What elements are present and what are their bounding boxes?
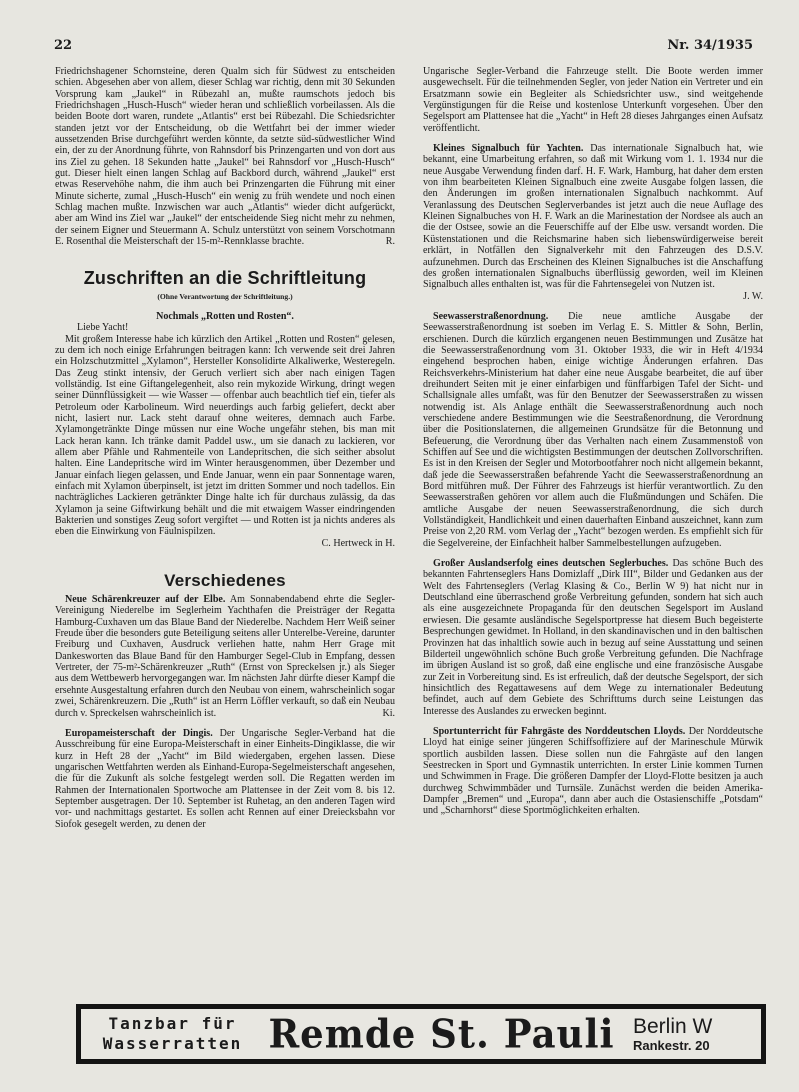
dingis-continuation: Ungarische Segler-Verband die Fahrzeuge stellt. Die Boote werden immer ausgewechselt. Für die teilnehmenden Segler, von jeder Nation ein Vertreter und ein Ersatzmann sowie ein Begleiter als Schiedsrichter usw., sind weitgehende Vergünstigungen für die Reise und kostenlose Unterkunft vorgesehen. Über den Segelsport am Plattensee hat die „Yacht“ in Heft 28 dieses Jahrganges einen Aufsatz veröffentlicht. xyxy=(423,66,763,134)
article-dingis xyxy=(55,728,395,830)
article-signalbuch xyxy=(423,143,763,290)
article-title-signalbuch: Kleines Signalbuch für Yachten. xyxy=(433,143,584,155)
ad-city: Berlin W xyxy=(633,1014,713,1038)
left-column xyxy=(55,66,395,830)
issue-number: Nr. 34/1935 xyxy=(667,38,753,53)
article-body-rotten: Mit großem Interesse habe ich kürzlich den Artikel „Rotten und Rosten“ gelesen, zu dem ich noch einige Erfahrungen beitragen kann: Ich verwende seit drei Jahren ein Holzschutzmittel „Xylamon“, Hersteller Konsolidirte Alkaliwerke, Westeregeln. Das Zeug stinkt intensiv, der Geruch verliert sich aber nach einigen Tagen vollständig. Ist eine Giftangelegenheit, also rein mykozide Wirkung, dringt wegen seiner Dünnflüssigkeit — wie Wasser — offenbar auch beachtlich tief ein, tiefer als Petroleum oder Karbolineum. Wird neuerdings auch farbig geliefert, deckt aber nicht, lasiert nur. Lack steht darauf ohne weiteres, demnach auch Farbe. Xylamongetränkte Dinge müssen nur eine Woche ungefähr stehen, bis man mit Lack heran kann. Ich tränke damit Paddel usw., um sie danach zu lackieren, vor allem aber Pfähle und Rahmenteile von Landepritschen, die sich seither absolut halten. Eine Landepritsche wird im Winter herausgenommen, über Dezember und Januar einfach liegen gelassen, und Ende Januar, wenn ein paar Sonnentage waren, einfach mit Xylamon überpinselt, ist jetzt im dritten Sommer und noch tadellos. Ein nachträgliches Lackieren getränkter Dinge halte ich für durchaus zulässig, da das Xylamon ja seine Giftwirkung behält und die mit etwaigem Wasser eindringenden Bakterien und sonstiges Zeug sofort vergiftet — und Rotten ist ja nichts anderes als eben die Einwirkung von Fäulnispilzen. xyxy=(55,333,395,538)
article-title-lloyd: Sportunterricht für Fahrgäste des Norddeutschen Lloyds. xyxy=(433,725,686,737)
article-signature-schaerenkreuzer: Ki. xyxy=(382,707,395,719)
article-auslandserfolg xyxy=(423,558,763,717)
advertisement-box xyxy=(76,1004,766,1064)
article-body-auslandserfolg: Das schöne Buch des bekannten Fahrtenseglers Hans Domizlaff „Dirk III“, Bilder und Gedanken aus der Welt des Fahrtenseglers (Verlag Klasing & Co., Berlin W 9) hat nicht nur in Deutschland eine überraschend große Verbreitung gefunden, sondern hat sich auch als eine ausgezeichnete Propaganda für den deutschen Segelsport im Ausland erwiesen. Die gesamte ausländische Segelsportpresse hat diesem Buch begeisterte Besprechungen gewidmet. In Holland, in den skandinavischen und in den baltischen Provinzen hat das inhaltlich sowie auch in bezug auf seine Ausstattung und seinen Bilderteil ungewöhnlich schöne Buch große Verbreitung gefunden. Die Nachfrage im übrigen Ausland ist so groß, daß eine englische und eine französische Ausgabe zur Zeit in Vorbereitung sind. Es ist erfreulich, daß der deutsche Segelsport, der sich hinsichtlich des Regattawesens auf dem Wege zu internationaler Bedeutung befindet, auch auf dem Gebiete des Schrifttums durch seine Leistungen das Interesse des Auslandes zu erwecken beginnt. xyxy=(423,558,764,717)
article-signature-rotten: C. Hertweck in H. xyxy=(321,537,395,549)
race-report-continuation: Friedrichshagener Schornsteine, deren Qualm sich für Südwest zu entscheiden schien. Abgesehen aber von allem, dieser Schlag war richtig, denn mit 30 Sekunden Vorsprung kam „Jaukel“ in Rübezahl an, mußte raumschots jedoch bis Friedrichshagen „Husch-Husch“ wieder heran und schließlich vorbeilassen. Als die beiden Boote dort waren, rundete „Atlantis“ erst bei Rübezahl. Die Schiedsrichter standen jetzt vor der Entscheidung, ob die Wettfahrt bei der immer wieder aussetzenden Brise durchgeführt werden könnte, da setzte süd-südwestlicher Wind ein, der zu der Anordnung führte, von Rahnsdorf bis Prinzengarten und von dort aus ins Ziel zu gehen. 18 Sekunden hatte „Jaukel“ bei Rahnsdorf vor „Husch-Husch“ gut. Dieser hielt einen langen Schlag auf Backbord durch, während „Jaukel“ erst etwas Reservehöhe nahm, die ihm auch bei Prinzengarten die Führung mit einer Minute sicherte, zumal „Husch-Husch“ ein wenig zu früh wendete und noch einen Schlag machen mußte. Inzwischen war auch „Atlantis“ wieder dicht aufgerückt, aber am Wind ins Ziel war „Jaukel“ der entscheidende Sieg nicht mehr zu nehmen, der seinem Eigner und Steuermann A. Schulz unterstützt von seinem Vorschotmann E. Rosenthal die Meisterschaft der 15-m²-Rennklasse brachte. R. xyxy=(55,66,395,248)
article-salutation: Liebe Yacht! xyxy=(77,322,129,334)
section-heading-misc: Verschiedenes xyxy=(164,571,286,591)
section-heading-letters: Zuschriften an die Schriftleitung xyxy=(83,267,367,288)
ad-tagline-line1: Tanzbar für xyxy=(108,1014,237,1033)
article-body-schaerenkreuzer: Am Sonnabendabend ehrte die Segler-Vereinigung Niederelbe im Seglerheim Yachthafen die Preisträger der Regatta Hamburg-Cuxhaven um das Blaue Band der Niederelbe. Nachdem Herr Weiß seiner Freude über die besonders gute Beteiligung seitens aller Unterelbe-Vereine, darunter Freiburg und Cuxhaven, Ausdruck verliehen hatte, nahm Herr Grage mit Dankesworten das Blaue Band für den Hamburger Segel-Club in Empfang, dessen Vertreter, der 75-m²-Schärenkreuzer „Ruth“ (Ernst von Spreckelsen jr.) als Sieger aus dem Wettbewerb hervorgegangen war. Im nächsten Jahr dürfte dieser Kampf die ersehnte Ausgestaltung erfahren durch den Neubau von einem, wahrscheinlich sogar zwei, Schärenkreuzern. Die „Ruth“ ist an Herrn Löffler verkauft, so daß ein Neubau durch v. Spreckelsen wahrscheinlich ist. xyxy=(55,594,395,719)
article-body-signalbuch: Das internationale Signalbuch hat, wie bekannt, eine Umarbeitung erfahren, so daß mit Wirkung vom 1. 1. 1934 nur die neue Ausgabe Verwendung finden darf. H. F. Wark, Hamburg, hat daher dem ersten von ihm bearbeiteten Kleinen Signalbuch eine zweite Ausgabe folgen lassen, die den Änderungen im großen internationalen Signalbuch nachkommt. Auf Veranlassung des Deutschen Seglerverbandes ist jetzt auch die neue Auflage des Kleinen Signalbuches von H. F. Wark an die Marinestation der Nordsee als auch an die der Ostsee, sowie an die Feuerschiffe auf der Elbe usw. versandt worden. Die Küstenstationen und die Reichsmarine haben sich liebenswürdigerweise bereit erklärt, in Notfällen den Signalverkehr mit den Fahrzeugen des D.S.V. aufzunehmen. Durch das Erscheinen des Kleinen Signalbuches ist die Anschaffung des großen internationalen Signalbuchs überflüssig geworden, weil im Kleinen Signalbuch alles enthalten ist, was für die Fahrtensegelei von Nutzen ist. xyxy=(423,143,763,291)
right-column xyxy=(423,66,763,817)
article-title-dingis: Europameisterschaft der Dingis. xyxy=(65,727,213,739)
ad-address xyxy=(633,1016,753,1053)
article-body-dingis: Der Ungarische Segler-Verband hat die Ausschreibung für eine Europa-Meisterschaft in einer Einheits-Dingiklasse, die wir kurz in Heft 28 der „Yacht“ im Bild wiedergaben, ergehen lassen. Diese ungarischen Wettfahrten werden als Einhand-Europa-Segelmeisterschaft angesehen, die für die Zukunft als solche festgelegt werden soll. Die Regatten werden im Rahmen der Internationalen Sportwoche am Plattensee in der Zeit vom 8. bis 12. September ausgetragen. Der 10. September ist Ruhetag, an den anderen Tagen wird vor- und nachmittags gestartet. Es sollen acht Rennen auf einer Dreiecksbahn vor Siofok gesegelt werden, zu denen der xyxy=(55,727,396,830)
article-title-auslandserfolg: Großer Auslandserfolg eines deutschen Seglerbuches. xyxy=(433,558,669,570)
race-report-signature: R. xyxy=(385,236,395,248)
page-number: 22 xyxy=(54,38,73,53)
ad-tagline-line2: Wasserratten xyxy=(102,1034,243,1053)
article-signature-signalbuch: J. W. xyxy=(743,290,763,302)
ad-tagline xyxy=(95,1014,250,1054)
article-body-lloyd: Der Norddeutsche Lloyd hat einige seiner jüngeren Schiffsoffiziere auf der Marineschule Mürwik sportlich ausbilden lassen. Diese sollen nun die Fahrgäste auf den langen Seestrecken in Sport und Gymnastik unterrichten. In erster Linie kommen Turnen und Schwimmen in Frage. Die größeren Dampfer der Lloyd-Flotte besitzen ja auch durchweg Schwimmbäder und Turnsäle. Zunächst werden die beiden Amerika-Dampfer „Bremen“ und „Europa“, dann aber auch die Ostasienschiffe „Potsdam“ und „Scharnhorst“ diese Sportmöglichkeiten erhalten. xyxy=(423,725,763,817)
ad-business-name: Remde St. Pauli xyxy=(268,1010,615,1058)
article-seewasser xyxy=(423,311,763,549)
section-subheading-letters: (Ohne Verantwortung der Schriftleitung.) xyxy=(157,291,293,301)
article-title-schaerenkreuzer: Neue Schärenkreuzer auf der Elbe. xyxy=(65,594,226,606)
article-title-seewasser: Seewasserstraßenordnung. xyxy=(433,310,549,322)
article-lloyd xyxy=(423,726,763,817)
article-body-seewasser: Die neue amtliche Ausgabe der Seewasserstraßenordnung ist soeben im Verlag E. S. Mittler & Sohn, Berlin, erschienen. Durch die kürzlich ergangenen neuen Bestimmungen und Zusätze hat die Seewasserstraßenordnung vom 31. Oktober 1933, die wir in Heft 4/1934 eingehend besprochen haben, einige wichtige Änderungen erfahren. Das Reichsverkehrs-Ministerium hat daher eine neue Ausgabe bearbeitet, die auf über dreihundert Seiten mit je einer einfarbigen und fünffarbigen Tafel der Sicht- und Schallsignale alles umfaßt, was für den Benutzer der Seewasserstraßen zu wissen notwendig ist. Als Anlage enthält die Seewasserstraßenordnung auch noch verschiedene andere Bestimmungen wie die Seestraßenordnung, die Verordnung über die Positionslaternen, die allgemeinen Grundsätze für die Betonnung und Befeuerung, die Verordnung über das Verhalten nach einem Zusammenstoß von Schiffen auf See und die wichtigsten Bestimmungen der deutschen Zollvorschriften. Es ist in den Kreisen der Segler und Motorbootfahrer noch nicht allgemein bekannt, daß jede die Seewasserstraßen befahrende Yacht die Seewasserstraßenordnung an Bord mitführen muß. Der Führer des Fahrzeugs ist hierfür verantwortlich. Zu den Seewasserstraßen gehören vor allem auch die Flußmündungen und Schäfen. Die amtliche Ausgabe der neuen Seewasserstraßenordnung, die sich durch Vollständigkeit, Handlichkeit und einen dauerhaften Einband auszeichnet, kann zum Preise von 2,20 RM. vom Verlag der „Yacht“ bezogen werden. Es empfiehlt sich für die Segelvereine, der Einfachheit halber Sammelbestellungen aufzugeben. xyxy=(423,310,763,549)
ad-street: Rankestr. 20 xyxy=(633,1037,710,1053)
article-schaerenkreuzer xyxy=(55,594,395,719)
article-title-rotten: Nochmals „Rotten und Rosten“. xyxy=(156,310,294,322)
